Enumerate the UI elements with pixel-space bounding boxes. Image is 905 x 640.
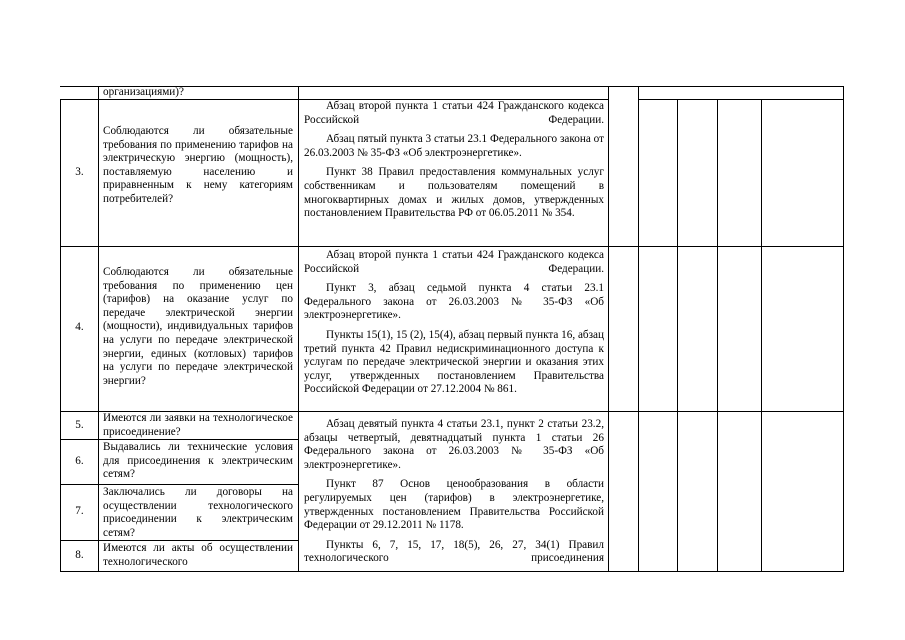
- reference-paragraph: Пункт 87 Основ ценообразования в области регулируемых цен (тарифов) в электроэнергетике, утвержденных постановлением Правительства Российской Федерации от 29.12.2011 № 1178.: [304, 478, 604, 532]
- row-number: 8.: [75, 549, 84, 561]
- continuation-text: организациями)?: [103, 86, 184, 98]
- row-question: Выдавались ли технические условия для присоединения к электрическим сетям?: [103, 441, 293, 481]
- row-number: 6.: [75, 455, 84, 467]
- reference-paragraph: Пункт 3, абзац седьмой пункта 4 статьи 23.1 Федерального закона от 26.03.2003 № 35-ФЗ «Об электроэнергетике».: [304, 282, 604, 322]
- row-legal-references: [304, 249, 604, 397]
- reference-paragraph: Пункты 15(1), 15 (2), 15(4), абзац первый пункта 16, абзац третий пункта 42 Правил недискриминационного доступа к услугам по передаче электрической энергии и оказания этих услуг, утвержденных постановлением Правительства Российской Федерации от 27.12.2004 № 861.: [304, 328, 604, 396]
- row-question: Соблюдаются ли обязательные требования по применению тарифов на электрическую энергию (мощность), поставляемую населению и приравненным к нему категориям потребителей?: [103, 125, 293, 205]
- row-question: Имеются ли заявки на технологическое присоединение?: [103, 412, 293, 438]
- row-number: 5.: [75, 419, 84, 431]
- reference-paragraph: Пункт 38 Правил предоставления коммунальных услуг собственникам и пользователям помещений в многоквартирных домах и жилых домов, утвержденных постановлением Правительства РФ от 06.05.2011 № 354.: [304, 166, 604, 220]
- row-number: 7.: [75, 505, 84, 517]
- row-number: 3.: [75, 166, 84, 178]
- reference-paragraph: Пункты 6, 7, 15, 17, 18(5), 26, 27, 34(1) Правил технологического присоединения: [304, 538, 604, 565]
- reference-paragraph: Абзац второй пункта 1 статьи 424 Гражданского кодекса Российской Федерации.: [304, 100, 604, 126]
- merged-legal-references: [304, 418, 604, 566]
- reference-paragraph: Абзац девятый пункта 4 статьи 23.1, пункт 2 статьи 23.2, абзацы четвертый, девятнадцатый пункта 1 статьи 26 Федерального закона от 26.03.2003 № 35-ФЗ «Об электроэнергетике».: [304, 418, 604, 471]
- row-number: 4.: [75, 321, 84, 333]
- row-legal-references: [304, 100, 604, 221]
- reference-paragraph: Абзац пятый пункта 3 статьи 23.1 Федерального закона от 26.03.2003 № 35-ФЗ «Об электроэнергетике».: [304, 133, 604, 159]
- row-question: Заключались ли договоры на осуществлении технологического присоединении к электрическим сетям?: [103, 486, 293, 539]
- reference-paragraph: Абзац второй пункта 1 статьи 424 Гражданского кодекса Российской Федерации.: [304, 249, 604, 275]
- row-question: Имеются ли акты об осуществлении технологического: [103, 542, 293, 568]
- row-question: Соблюдаются ли обязательные требования по применению цен (тарифов) на оказание услуг по передаче электрической энергии (мощности), индивидуальных тарифов на услуги по передаче электрической энергии, единых (котловых) тарифов на услуги по передаче электрической энергии?: [103, 266, 293, 387]
